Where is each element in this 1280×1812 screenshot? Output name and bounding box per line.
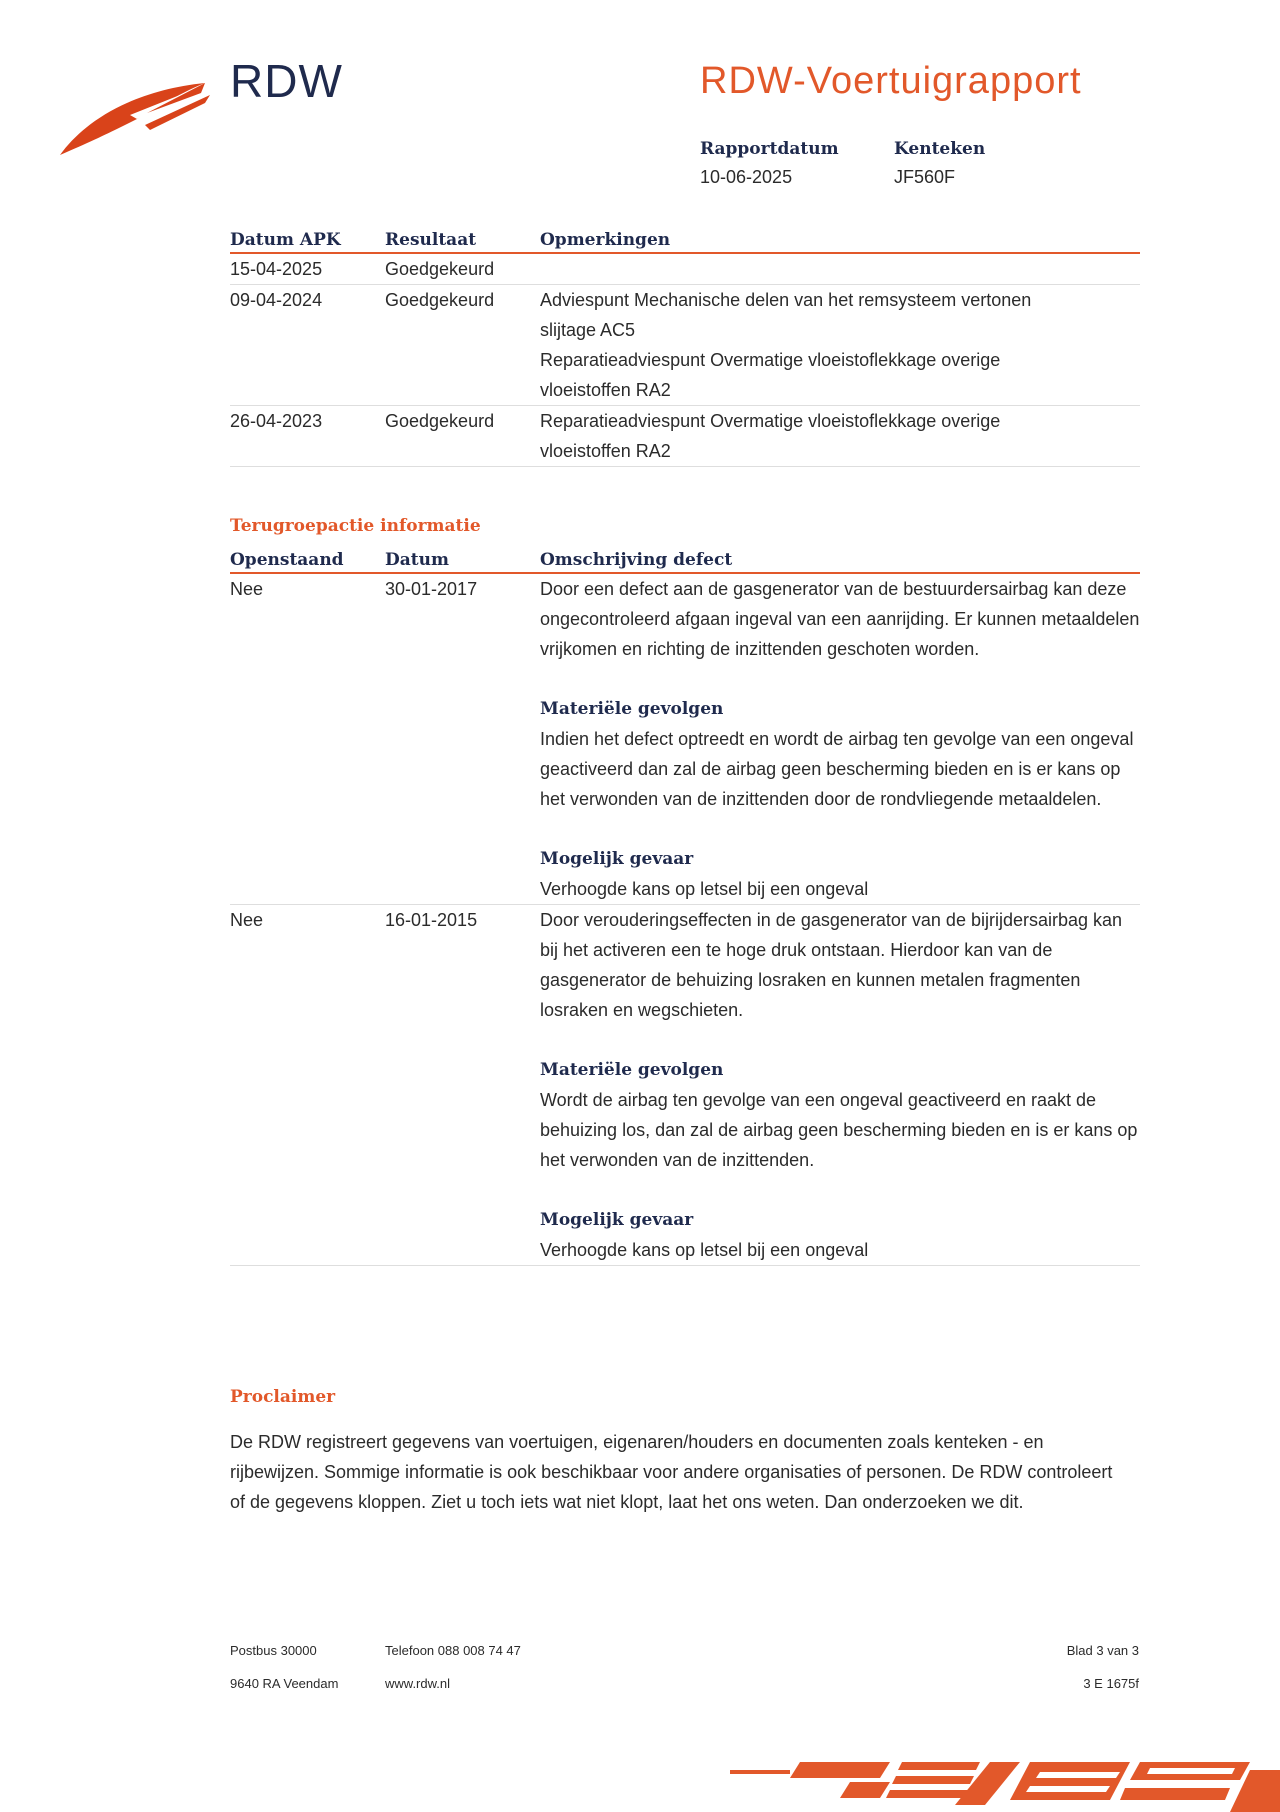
recall-omschrijving [540,905,1140,1265]
kenteken-value: JF560F [894,167,956,187]
apk-header-datum: Datum APK [230,230,341,250]
footer-website: www.rdw.nl [385,1676,451,1691]
apk-table-header [230,223,1140,254]
footer-postbus: Postbus 30000 [230,1643,317,1658]
apk-datum: 26-04-2023 [230,411,323,431]
recall-table [230,543,1140,1266]
rapportdatum-label: Rapportdatum [700,139,839,159]
apk-opmerkingen: Reparatieadviespunt Overmatige vloeistoflekkage overige vloeistoffen RA2 [540,411,1001,461]
gevolgen-text: Indien het defect optreedt en wordt de airbag ten gevolge van een ongeval geactiveerd dan zal de airbag geen bescherming bieden en is er kans op het verwonden van de inzittenden door de rondvliegende metaaldelen. [540,729,1134,809]
apk-opmerkingen [540,285,1140,405]
recall-table-header [230,543,1140,574]
gevaar-text: Verhoogde kans op letsel bij een ongeval [540,1240,869,1260]
apk-opmerking: Reparatieadviespunt Overmatige vloeistoflekkage overige vloeistoffen RA2 [540,350,1001,400]
apk-opmerking: Adviespunt Mechanische delen van het remsysteem vertonen slijtage AC5 [540,290,1032,340]
table-row [230,254,1140,285]
recall-defect-text: Door een defect aan de gasgenerator van de bestuurdersairbag kan deze ongecontroleerd afgaan ingeval van een aanrijding. Er kunnen metaaldelen vrijkomen en richting de inzittenden geschoten worden. [540,579,1140,659]
table-row [230,905,1140,1266]
recall-datum: 16-01-2015 [385,910,478,930]
recall-header-omschrijving: Omschrijving defect [540,550,733,570]
gevolgen-heading: Materiële gevolgen [540,699,724,719]
table-row [230,406,1140,467]
recall-openstaand: Nee [230,910,264,930]
rapportdatum-value: 10-06-2025 [700,167,793,187]
apk-datum: 15-04-2025 [230,259,323,279]
recall-defect-text: Door verouderingseffecten in de gasgenerator van de bijrijdersairbag kan bij het activeren een te hoge druk ontstaan. Hierdoor kan van de gasgenerator de behuizing losraken en kunnen metalen fragmenten losraken en wegschieten. [540,910,1123,1020]
apk-resultaat: Goedgekeurd [385,411,495,431]
recall-header-openstaand: Openstaand [230,550,344,570]
gevolgen-text: Wordt de airbag ten gevolge van een ongeval geactiveerd en raakt de behuizing los, dan zal de airbag geen bescherming bieden en is er kans op het verwonden van de inzittenden. [540,1090,1138,1170]
apk-header-resultaat: Resultaat [385,230,477,250]
footer-page-number: Blad 3 van 3 [1066,1643,1139,1658]
apk-resultaat: Goedgekeurd [385,259,495,279]
recall-datum: 30-01-2017 [385,579,478,599]
recall-section-title: Terugroepactie informatie [230,516,481,536]
gevolgen-heading: Materiële gevolgen [540,1060,724,1080]
apk-opmerkingen [540,254,1140,284]
kenteken-label: Kenteken [894,139,986,159]
apk-table [230,223,1140,467]
logo-text: RDW [230,55,343,107]
apk-datum: 09-04-2024 [230,290,323,310]
gevaar-heading: Mogelijk gevaar [540,849,694,869]
footer-plaats: 9640 RA Veendam [230,1676,339,1691]
proclaimer-title: Proclaimer [230,1387,336,1407]
footer-telefoon: Telefoon 088 008 74 47 [385,1643,521,1658]
gevaar-text: Verhoogde kans op letsel bij een ongeval [540,879,869,899]
proclaimer-text: De RDW registreert gegevens van voertuigen, eigenaren/houders en documenten zoals kenteken - en rijbewijzen. Sommige informatie is ook beschikbaar voor andere organisaties of personen. De RDW controleert of de gegevens kloppen. Ziet u toch iets wat niet klopt, laat het ons weten. Dan onderzoeken we dit. [230,1432,1113,1512]
recall-header-datum: Datum [385,550,449,570]
decorative-stripes-icon [730,1760,1280,1812]
gevaar-heading: Mogelijk gevaar [540,1210,694,1230]
apk-resultaat: Goedgekeurd [385,290,495,310]
page-title: RDW-Voertuigrapport [700,60,1082,102]
apk-header-opmerkingen: Opmerkingen [540,230,671,250]
rdw-logo-icon [55,75,215,160]
table-row [230,285,1140,406]
recall-omschrijving [540,574,1140,904]
table-row [230,574,1140,905]
footer-document-code: 3 E 1675f [1083,1676,1139,1691]
recall-openstaand: Nee [230,579,264,599]
